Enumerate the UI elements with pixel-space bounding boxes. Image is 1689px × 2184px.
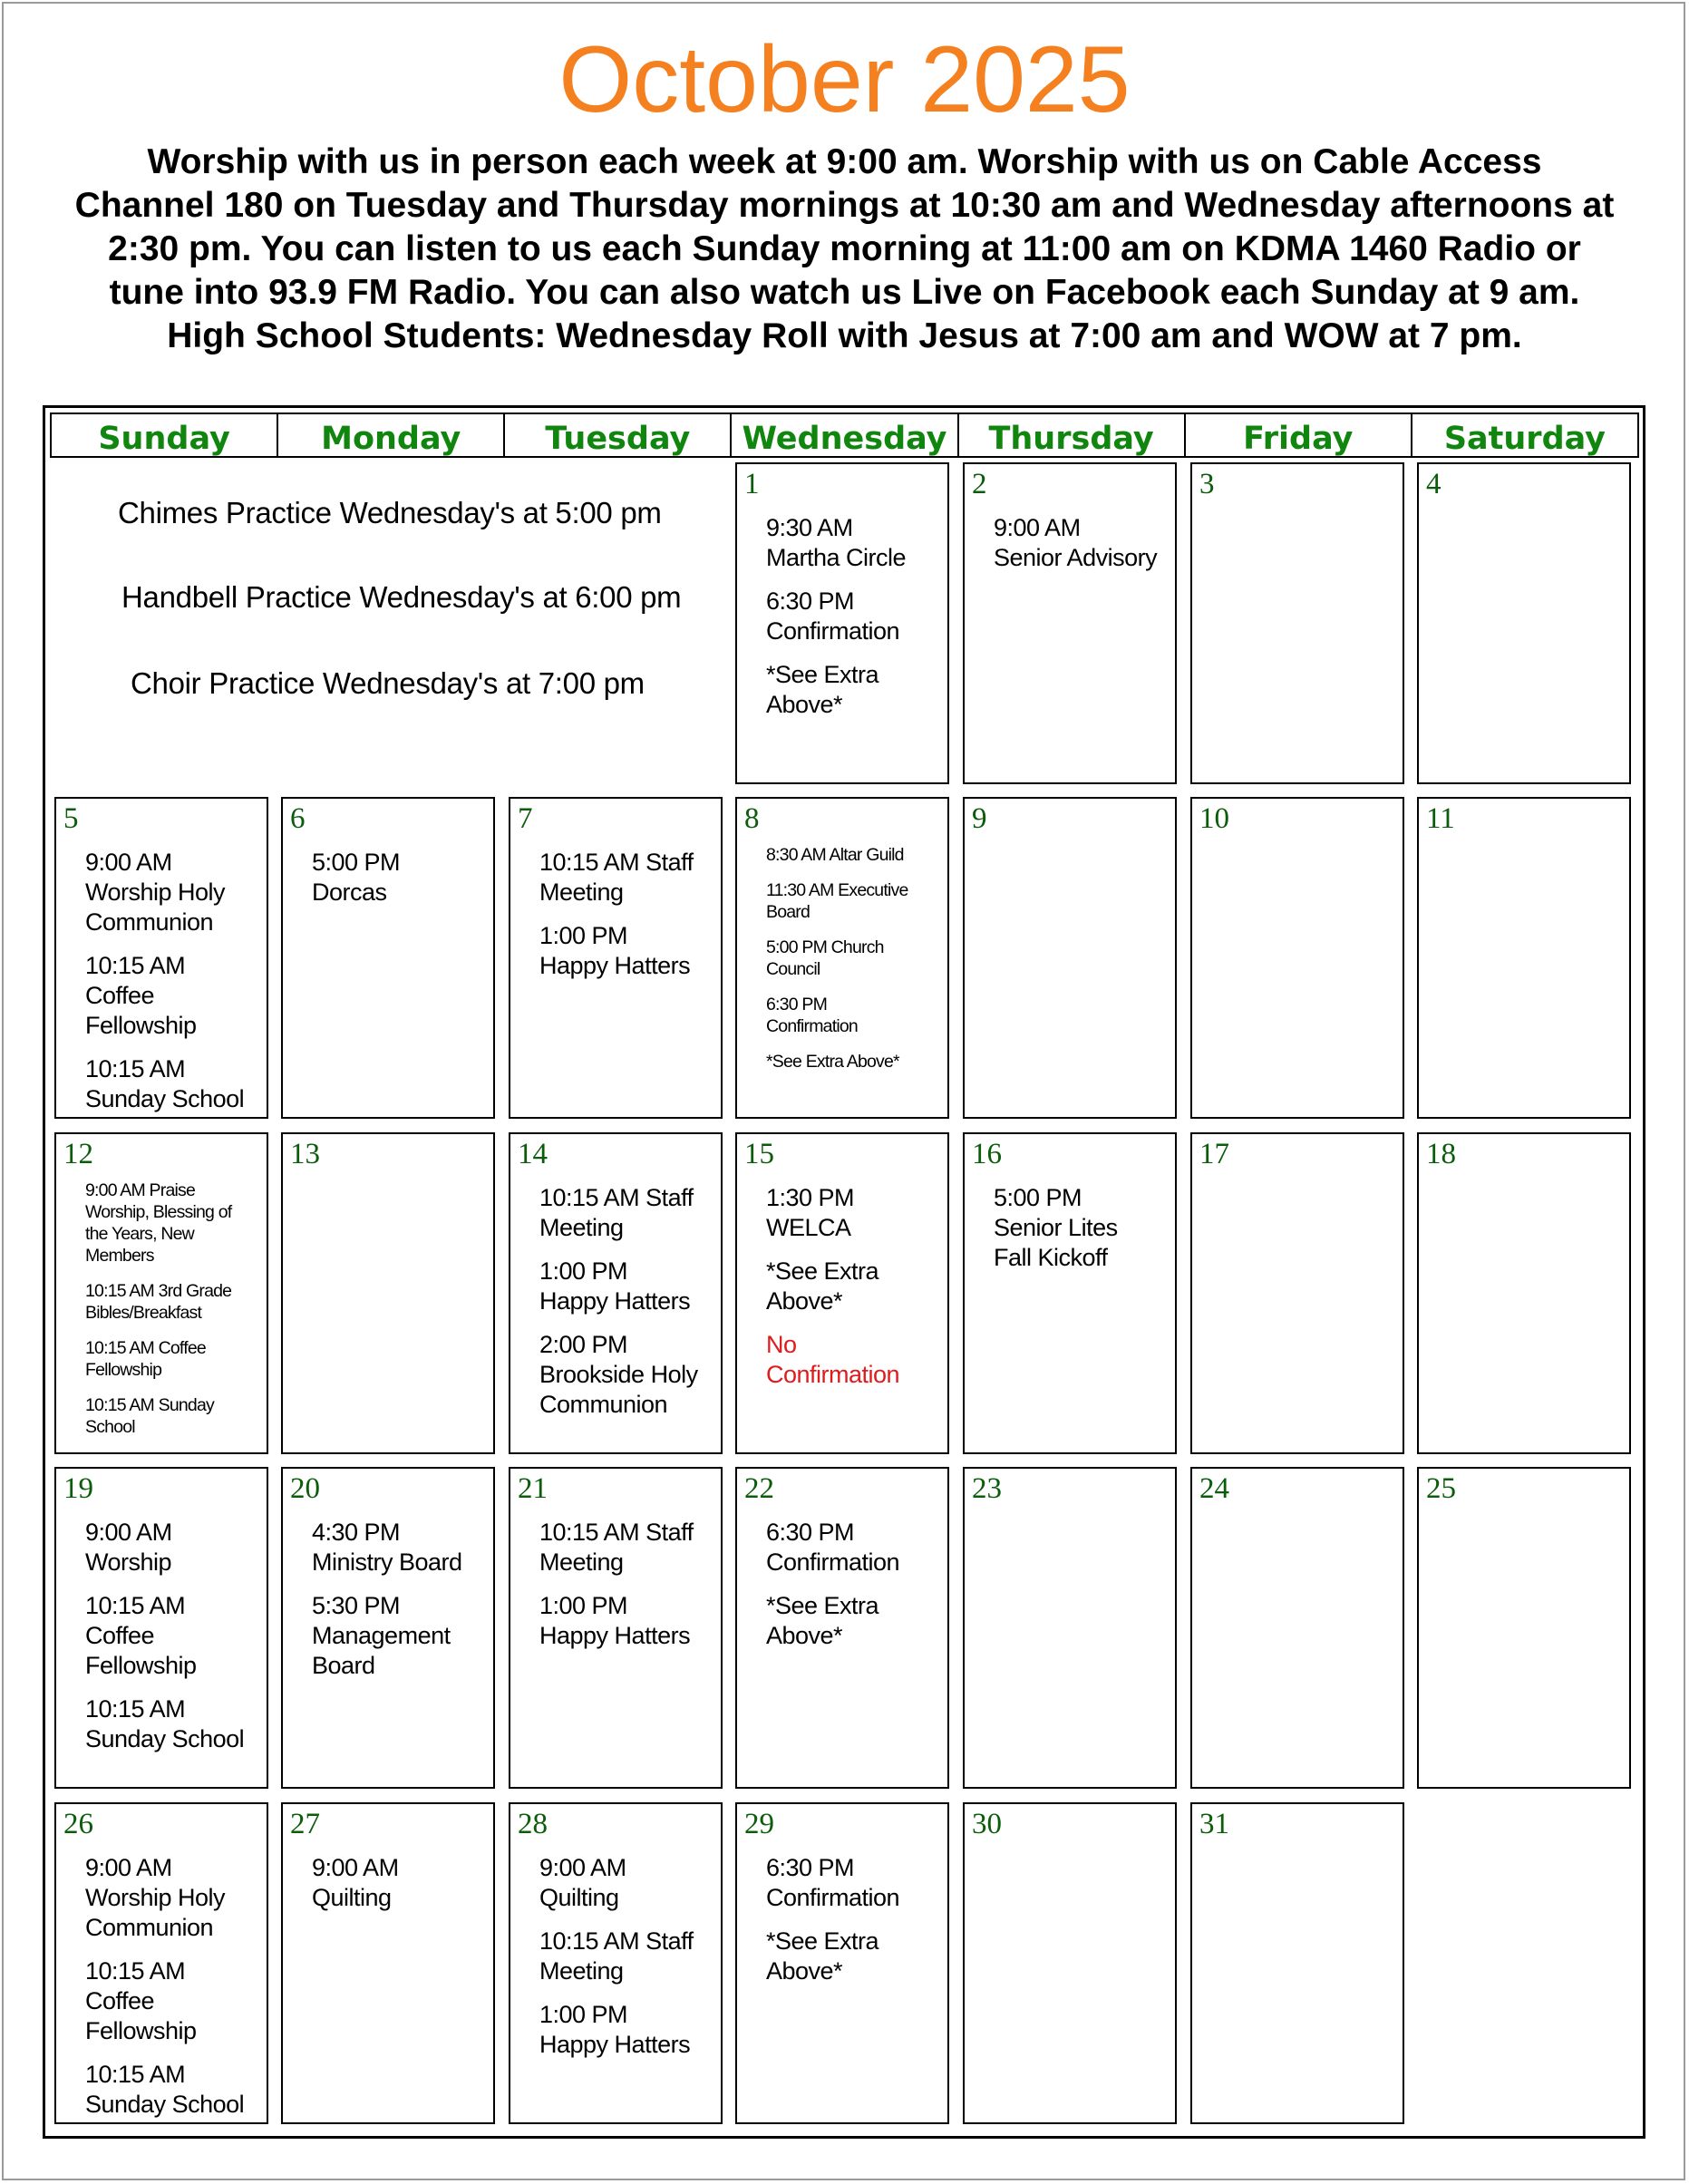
day-cell (1417, 462, 1631, 784)
day-cell (963, 1802, 1177, 2124)
worship-info-line: tune into 93.9 FM Radio. You can also watch us Live on Facebook each Sunday at 9 am. (109, 273, 1580, 312)
day-number: 23 (972, 1472, 1002, 1505)
day-events (539, 1518, 715, 1665)
day-number: 17 (1199, 1138, 1229, 1170)
event-entry: 5:00 PM Senior Lites Fall Kickoff (994, 1184, 1118, 1271)
day-number: 29 (744, 1808, 774, 1840)
event-entry: 9:00 AM Quilting (312, 1854, 399, 1911)
day-events (994, 513, 1170, 587)
day-number: 11 (1426, 802, 1455, 835)
event-entry: 1:30 PM WELCA (766, 1184, 855, 1241)
event-entry: 9:00 AM Worship Holy Communion (85, 849, 226, 936)
day-cell (54, 1467, 268, 1789)
day-number: 7 (518, 802, 533, 835)
day-cell (1190, 797, 1404, 1119)
day-cell (963, 462, 1177, 784)
day-events (766, 513, 942, 733)
day-events (766, 844, 942, 1086)
event-entry: 10:15 AM Sunday School (85, 1695, 245, 1752)
event-entry: 9:00 AM Worship Holy Communion (85, 1854, 226, 1941)
worship-info-line: 2:30 pm. You can listen to us each Sunday morning at 11:00 am on KDMA 1460 Radio or (108, 229, 1581, 268)
event-entry: 5:00 PM Dorcas (312, 849, 401, 906)
day-events (766, 1518, 942, 1665)
day-cell (281, 1467, 495, 1789)
day-cell (963, 1132, 1177, 1454)
day-cell (1190, 1802, 1404, 2124)
day-cell (1417, 1132, 1631, 1454)
event-entry: 6:30 PM Confirmation (766, 1854, 900, 1911)
day-number: 6 (290, 802, 306, 835)
event-entry: 2:00 PM Brookside Holy Communion (539, 1331, 698, 1418)
day-events (994, 1183, 1170, 1286)
day-cell (963, 1467, 1177, 1789)
day-number: 22 (744, 1472, 774, 1505)
worship-info-line: Channel 180 on Tuesday and Thursday mornings at 10:30 am and Wednesday afternoons at (74, 186, 1615, 225)
month-title: October 2025 (558, 27, 1131, 132)
event-entry: *See Extra Above* (766, 1592, 879, 1649)
day-cell (1417, 1467, 1631, 1789)
event-entry: 9:00 AM Praise Worship, Blessing of the Years, New Members (85, 1180, 232, 1266)
day-events (312, 848, 488, 921)
day-number: 25 (1426, 1472, 1456, 1505)
day-number: 14 (518, 1138, 548, 1170)
event-entry: 10:15 AM Staff Meeting (539, 849, 694, 906)
weekday-tuesday: Tuesday (505, 414, 732, 456)
day-cell (1190, 462, 1404, 784)
event-entry: *See Extra Above* (766, 1927, 879, 1985)
day-cell (1190, 1132, 1404, 1454)
day-number: 15 (744, 1138, 774, 1170)
day-events (539, 848, 715, 995)
day-events (85, 1179, 261, 1451)
day-number: 19 (63, 1472, 93, 1505)
event-entry: 10:15 AM Sunday School (85, 1055, 245, 1112)
event-entry: 5:30 PM Management Board (312, 1592, 451, 1679)
day-cell (963, 797, 1177, 1119)
day-cell (281, 1802, 495, 2124)
day-cell (735, 1467, 949, 1789)
day-number: 27 (290, 1808, 320, 1840)
day-events (85, 1853, 261, 2133)
day-number: 24 (1199, 1472, 1229, 1505)
day-cell (1417, 797, 1631, 1119)
event-entry: 10:15 AM Sunday School (85, 1395, 214, 1437)
day-number: 10 (1199, 802, 1229, 835)
worship-info-line: Worship with us in person each week at 9:00 am. Worship with us on Cable Access (147, 142, 1542, 181)
event-entry: 9:00 AM Senior Advisory (994, 514, 1158, 571)
day-number: 1 (744, 468, 760, 500)
event-entry: 9:00 AM Worship (85, 1519, 172, 1576)
event-entry: *See Extra Above* (766, 661, 879, 718)
day-number: 26 (63, 1808, 93, 1840)
weekday-monday: Monday (278, 414, 505, 456)
event-entry: 10:15 AM Staff Meeting (539, 1184, 694, 1241)
event-entry: 10:15 AM Sunday School (85, 2061, 245, 2118)
day-number: 4 (1426, 468, 1441, 500)
day-events (85, 848, 261, 1128)
event-entry: 10:15 AM Coffee Fellowship (85, 952, 197, 1039)
event-entry: 9:00 AM Quilting (539, 1854, 626, 1911)
event-entry: 10:15 AM Staff Meeting (539, 1519, 694, 1576)
practice-note: Choir Practice Wednesday's at 7:00 pm (131, 666, 645, 700)
day-events (312, 1518, 488, 1694)
day-cell (281, 1132, 495, 1454)
day-cell (735, 797, 949, 1119)
day-cell (1190, 1467, 1404, 1789)
day-number: 30 (972, 1808, 1002, 1840)
day-cell (735, 462, 949, 784)
day-number: 5 (63, 802, 79, 835)
day-number: 28 (518, 1808, 548, 1840)
day-events (539, 1853, 715, 2073)
day-number: 20 (290, 1472, 320, 1505)
event-entry: 5:00 PM Church Council (766, 937, 884, 979)
event-entry: *See Extra Above* (766, 1052, 899, 1072)
event-entry: 1:00 PM Happy Hatters (539, 1592, 691, 1649)
day-cell (54, 1802, 268, 2124)
weekday-wednesday: Wednesday (732, 414, 958, 456)
practice-note: Handbell Practice Wednesday's at 6:00 pm (121, 580, 682, 614)
day-number: 3 (1199, 468, 1215, 500)
day-number: 21 (518, 1472, 548, 1505)
weekday-sunday: Sunday (52, 414, 278, 456)
weekday-friday: Friday (1186, 414, 1412, 456)
event-entry: 8:30 AM Altar Guild (766, 845, 904, 865)
day-number: 18 (1426, 1138, 1456, 1170)
event-entry: 10:15 AM 3rd Grade Bibles/Breakfast (85, 1281, 232, 1323)
day-number: 31 (1199, 1808, 1229, 1840)
worship-info (54, 141, 1635, 358)
day-number: 16 (972, 1138, 1002, 1170)
day-number: 12 (63, 1138, 93, 1170)
event-entry: 1:00 PM Happy Hatters (539, 922, 691, 979)
day-events (766, 1183, 942, 1403)
day-number: 13 (290, 1138, 320, 1170)
day-number: 2 (972, 468, 987, 500)
weekday-header (50, 413, 1639, 458)
event-entry: 10:15 AM Coffee Fellowship (85, 1338, 206, 1380)
event-entry: 1:00 PM Happy Hatters (539, 2001, 691, 2058)
event-entry: 11:30 AM Executive Board (766, 880, 908, 922)
event-entry: *See Extra Above* (766, 1257, 879, 1315)
day-cell (509, 1132, 723, 1454)
practice-note: Chimes Practice Wednesday's at 5:00 pm (118, 496, 662, 529)
day-cell (281, 797, 495, 1119)
day-events (312, 1853, 488, 1927)
event-entry: 10:15 AM Coffee Fellowship (85, 1957, 197, 2044)
day-cell (54, 797, 268, 1119)
day-cell (54, 1132, 268, 1454)
day-cell (735, 1802, 949, 2124)
day-cell (735, 1132, 949, 1454)
weekday-saturday: Saturday (1443, 421, 1606, 457)
day-cell (509, 1467, 723, 1789)
day-number: 8 (744, 802, 760, 835)
event-entry: 1:00 PM Happy Hatters (539, 1257, 691, 1315)
event-entry: 9:30 AM Martha Circle (766, 514, 907, 571)
day-cell (509, 1802, 723, 2124)
day-events (85, 1518, 261, 1768)
day-events (766, 1853, 942, 2000)
event-entry: 6:30 PM Confirmation (766, 1519, 900, 1576)
worship-info-line: High School Students: Wednesday Roll with Jesus at 7:00 am and WOW at 7 pm. (167, 316, 1522, 355)
event-entry: 6:30 PM Confirmation (766, 587, 900, 645)
day-cell (509, 797, 723, 1119)
event-entry: 4:30 PM Ministry Board (312, 1519, 462, 1576)
event-alert: No Confirmation (766, 1331, 900, 1388)
day-number: 9 (972, 802, 987, 835)
event-entry: 10:15 AM Coffee Fellowship (85, 1592, 197, 1679)
weekday-thursday: Thursday (959, 414, 1186, 456)
event-entry: 10:15 AM Staff Meeting (539, 1927, 694, 1985)
day-events (539, 1183, 715, 1433)
event-entry: 6:30 PM Confirmation (766, 995, 858, 1036)
